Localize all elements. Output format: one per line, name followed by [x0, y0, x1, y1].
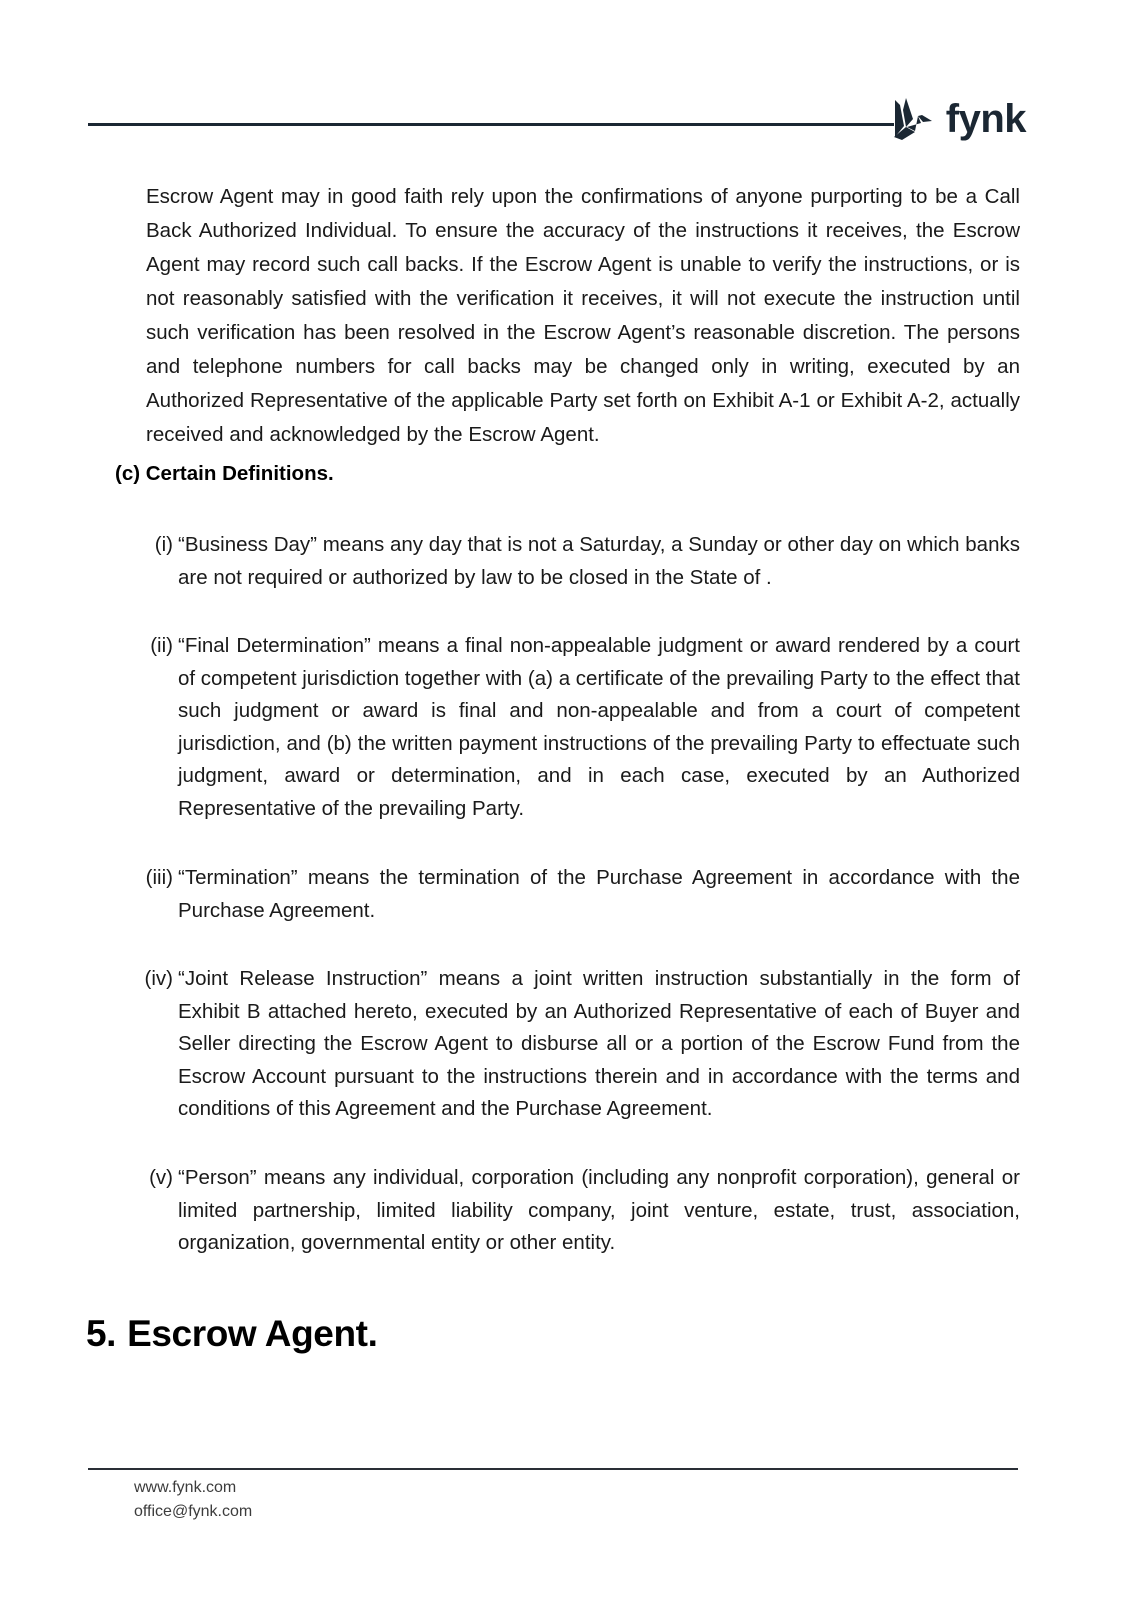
definition-marker: (i)	[154, 533, 173, 556]
footer-divider	[88, 1468, 1018, 1470]
definition-item-iv	[132, 963, 1020, 1126]
definition-text: “Joint Release Instruction” means a joint written instruction substantially in the form of Exhibit B attached hereto, executed by an Authorized Representative of each of Buyer and Seller directing the Escrow Agent to disburse all or a portion of the Escrow Fund from the Escrow Account pursuant to the instructions therein and in accordance with the terms and conditions of this Agreement and the Purchase Agreement.	[178, 967, 1020, 1120]
intro-paragraph: Escrow Agent may in good faith rely upon the confirmations of anyone purporting to be a Call Back Authorized Individual. To ensure the accuracy of the instructions it receives, the Escrow Agent may record such call backs. If the Escrow Agent is unable to verify the instructions, or is not reasonably satisfied with the verification it receives, it will not execute the instruction until such verification has been resolved in the Escrow Agent’s reasonable discretion. The persons and telephone numbers for call backs may be changed only in writing, executed by an Authorized Representative of the applicable Party set forth on Exhibit A-1 or Exhibit A-2, actually received and acknowledged by the Escrow Agent.	[146, 184, 1020, 446]
section-heading-escrow-agent	[86, 1310, 377, 1358]
definition-item-i	[132, 529, 1020, 594]
definition-text: “Person” means any individual, corporation (including any nonprofit corporation), general or limited partnership, limited liability company, joint venture, estate, trust, association, organization, governmental entity or other entity.	[178, 1166, 1020, 1254]
definition-item-ii	[132, 630, 1020, 825]
definition-text: “Termination” means the termination of the Purchase Agreement in accordance with the Purchase Agreement.	[178, 866, 1020, 922]
page-footer	[134, 1476, 252, 1524]
subsection-heading-certain-definitions: (c) Certain Definitions.	[115, 462, 334, 485]
page-header	[0, 0, 1131, 160]
definition-item-iii	[132, 862, 1020, 927]
definition-text: “Final Determination” means a final non-appealable judgment or award rendered by a court of competent jurisdiction together with (a) a certificate of the prevailing Party to the effect that such judgment or award is final and non-appealable and from a court of competent jurisdiction, and (b) the written payment instructions of the prevailing Party to effectuate such judgment, award or determination, and in each case, executed by an Authorized Representative of the prevailing Party.	[178, 634, 1020, 820]
brand-name: fynk	[945, 97, 1026, 141]
brand-logo	[882, 96, 1026, 142]
header-divider	[88, 123, 894, 126]
footer-email: office@fynk.com	[134, 1503, 253, 1520]
definition-item-v	[132, 1162, 1020, 1260]
definition-marker: (iii)	[145, 866, 173, 889]
section-title: Escrow Agent.	[127, 1313, 378, 1354]
definition-text: “Business Day” means any day that is not a Saturday, a Sunday or other day on which banks are not required or authorized by law to be closed in the State of .	[178, 533, 1020, 589]
section-number: 5.	[86, 1313, 117, 1354]
definition-marker: (v)	[149, 1166, 173, 1189]
footer-website: www.fynk.com	[134, 1479, 237, 1496]
origami-bird-icon	[882, 96, 936, 142]
definition-marker: (iv)	[144, 967, 173, 990]
definition-marker: (ii)	[150, 634, 173, 657]
